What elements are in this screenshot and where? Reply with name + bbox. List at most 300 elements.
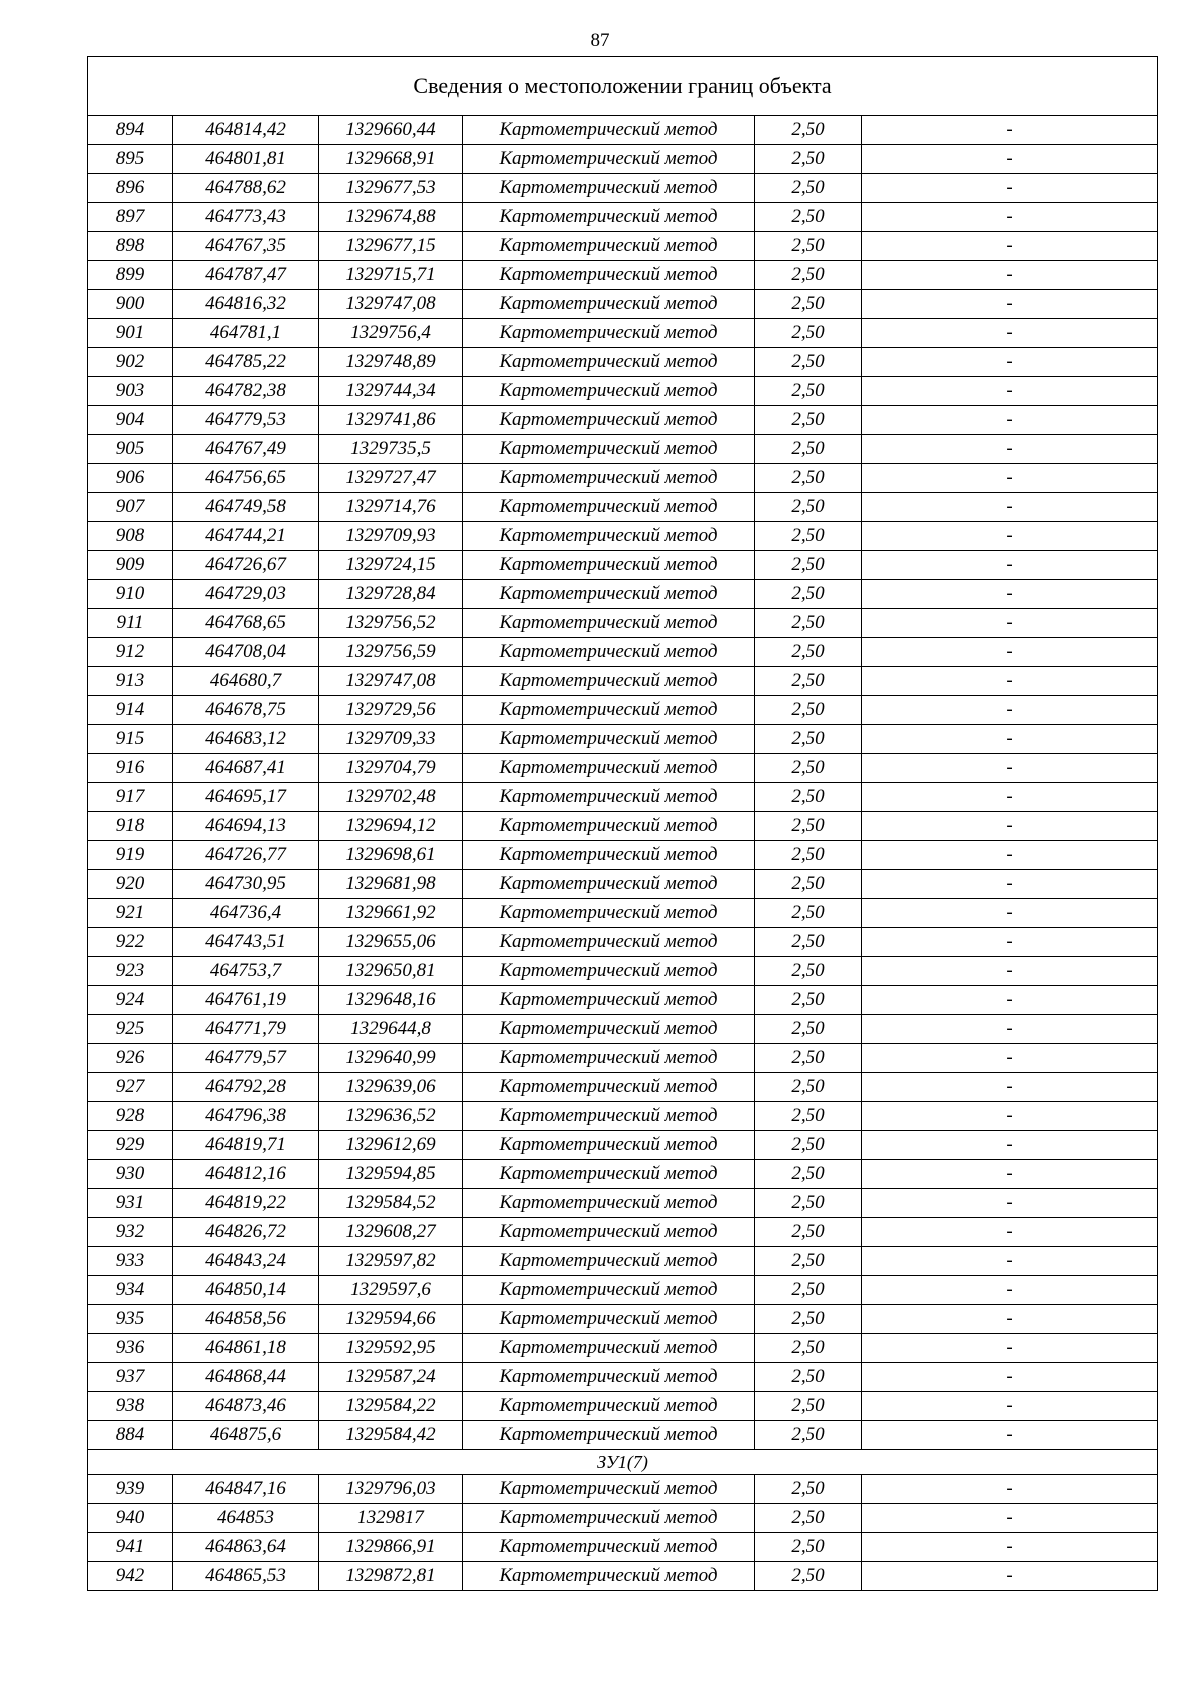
table-row [88,580,1158,609]
accuracy-cell: 2,50 [755,174,862,203]
method-cell: Картометрический метод [463,957,755,986]
description-cell: - [862,145,1158,174]
description-cell: - [862,435,1158,464]
method-cell: Картометрический метод [463,261,755,290]
description-cell: - [862,1189,1158,1218]
accuracy-cell: 2,50 [755,638,862,667]
y-coordinate-cell: 1329702,48 [319,783,463,812]
x-coordinate-cell: 464785,22 [173,348,319,377]
x-coordinate-cell: 464683,12 [173,725,319,754]
method-cell: Картометрический метод [463,725,755,754]
y-coordinate-cell: 1329584,22 [319,1392,463,1421]
y-coordinate-cell: 1329636,52 [319,1102,463,1131]
accuracy-cell: 2,50 [755,1504,862,1533]
method-cell: Картометрический метод [463,464,755,493]
point-number-cell: 917 [88,783,173,812]
description-cell: - [862,551,1158,580]
table-row [88,1189,1158,1218]
table-row [88,261,1158,290]
x-coordinate-cell: 464743,51 [173,928,319,957]
accuracy-cell: 2,50 [755,377,862,406]
y-coordinate-cell: 1329677,15 [319,232,463,261]
table-row [88,899,1158,928]
point-number-cell: 904 [88,406,173,435]
method-cell: Картометрический метод [463,203,755,232]
description-cell: - [862,1562,1158,1591]
x-coordinate-cell: 464787,47 [173,261,319,290]
section-label: ЗУ1(7) [88,1450,1158,1475]
x-coordinate-cell: 464812,16 [173,1160,319,1189]
table-row [88,1276,1158,1305]
table-row [88,1533,1158,1562]
x-coordinate-cell: 464788,62 [173,174,319,203]
method-cell: Картометрический метод [463,928,755,957]
y-coordinate-cell: 1329681,98 [319,870,463,899]
point-number-cell: 905 [88,435,173,464]
description-cell: - [862,1102,1158,1131]
method-cell: Картометрический метод [463,1533,755,1562]
y-coordinate-cell: 1329597,6 [319,1276,463,1305]
point-number-cell: 914 [88,696,173,725]
table-row [88,1475,1158,1504]
description-cell: - [862,203,1158,232]
y-coordinate-cell: 1329594,66 [319,1305,463,1334]
table-row [88,1421,1158,1450]
accuracy-cell: 2,50 [755,957,862,986]
point-number-cell: 902 [88,348,173,377]
point-number-cell: 903 [88,377,173,406]
description-cell: - [862,1247,1158,1276]
x-coordinate-cell: 464761,19 [173,986,319,1015]
description-cell: - [862,377,1158,406]
table-row [88,957,1158,986]
accuracy-cell: 2,50 [755,1073,862,1102]
boundary-coordinates-table [87,56,1158,1591]
y-coordinate-cell: 1329744,34 [319,377,463,406]
x-coordinate-cell: 464749,58 [173,493,319,522]
x-coordinate-cell: 464814,42 [173,116,319,145]
x-coordinate-cell: 464730,95 [173,870,319,899]
method-cell: Картометрический метод [463,1218,755,1247]
accuracy-cell: 2,50 [755,319,862,348]
table-row [88,203,1158,232]
table-row [88,435,1158,464]
point-number-cell: 928 [88,1102,173,1131]
point-number-cell: 932 [88,1218,173,1247]
accuracy-cell: 2,50 [755,145,862,174]
y-coordinate-cell: 1329648,16 [319,986,463,1015]
table-row [88,928,1158,957]
y-coordinate-cell: 1329866,91 [319,1533,463,1562]
point-number-cell: 940 [88,1504,173,1533]
x-coordinate-cell: 464756,65 [173,464,319,493]
point-number-cell: 907 [88,493,173,522]
y-coordinate-cell: 1329796,03 [319,1475,463,1504]
y-coordinate-cell: 1329640,99 [319,1044,463,1073]
x-coordinate-cell: 464694,13 [173,812,319,841]
description-cell: - [862,1276,1158,1305]
x-coordinate-cell: 464781,1 [173,319,319,348]
accuracy-cell: 2,50 [755,928,862,957]
y-coordinate-cell: 1329817 [319,1504,463,1533]
point-number-cell: 916 [88,754,173,783]
table-row [88,1218,1158,1247]
y-coordinate-cell: 1329650,81 [319,957,463,986]
point-number-cell: 938 [88,1392,173,1421]
method-cell: Картометрический метод [463,1189,755,1218]
point-number-cell: 926 [88,1044,173,1073]
x-coordinate-cell: 464767,35 [173,232,319,261]
point-number-cell: 895 [88,145,173,174]
method-cell: Картометрический метод [463,1102,755,1131]
table-row [88,870,1158,899]
method-cell: Картометрический метод [463,580,755,609]
accuracy-cell: 2,50 [755,1102,862,1131]
y-coordinate-cell: 1329709,33 [319,725,463,754]
y-coordinate-cell: 1329644,8 [319,1015,463,1044]
y-coordinate-cell: 1329694,12 [319,812,463,841]
y-coordinate-cell: 1329704,79 [319,754,463,783]
description-cell: - [862,870,1158,899]
y-coordinate-cell: 1329714,76 [319,493,463,522]
table-row [88,1131,1158,1160]
accuracy-cell: 2,50 [755,406,862,435]
description-cell: - [862,116,1158,145]
table-row [88,1562,1158,1591]
description-cell: - [862,1363,1158,1392]
accuracy-cell: 2,50 [755,1276,862,1305]
y-coordinate-cell: 1329756,59 [319,638,463,667]
description-cell: - [862,725,1158,754]
description-cell: - [862,522,1158,551]
table-row [88,841,1158,870]
x-coordinate-cell: 464847,16 [173,1475,319,1504]
y-coordinate-cell: 1329747,08 [319,667,463,696]
y-coordinate-cell: 1329747,08 [319,290,463,319]
accuracy-cell: 2,50 [755,1363,862,1392]
description-cell: - [862,580,1158,609]
description-cell: - [862,464,1158,493]
method-cell: Картометрический метод [463,290,755,319]
point-number-cell: 927 [88,1073,173,1102]
table-row [88,783,1158,812]
accuracy-cell: 2,50 [755,725,862,754]
x-coordinate-cell: 464819,71 [173,1131,319,1160]
description-cell: - [862,1334,1158,1363]
accuracy-cell: 2,50 [755,1392,862,1421]
method-cell: Картометрический метод [463,899,755,928]
method-cell: Картометрический метод [463,1247,755,1276]
method-cell: Картометрический метод [463,783,755,812]
description-cell: - [862,696,1158,725]
point-number-cell: 920 [88,870,173,899]
point-number-cell: 933 [88,1247,173,1276]
accuracy-cell: 2,50 [755,870,862,899]
point-number-cell: 939 [88,1475,173,1504]
point-number-cell: 919 [88,841,173,870]
method-cell: Картометрический метод [463,1475,755,1504]
method-cell: Картометрический метод [463,174,755,203]
table-row [88,986,1158,1015]
method-cell: Картометрический метод [463,986,755,1015]
y-coordinate-cell: 1329674,88 [319,203,463,232]
point-number-cell: 901 [88,319,173,348]
description-cell: - [862,609,1158,638]
x-coordinate-cell: 464792,28 [173,1073,319,1102]
table-row [88,116,1158,145]
x-coordinate-cell: 464850,14 [173,1276,319,1305]
table-row [88,145,1158,174]
y-coordinate-cell: 1329741,86 [319,406,463,435]
point-number-cell: 937 [88,1363,173,1392]
x-coordinate-cell: 464873,46 [173,1392,319,1421]
table-row [88,812,1158,841]
point-number-cell: 894 [88,116,173,145]
accuracy-cell: 2,50 [755,1533,862,1562]
x-coordinate-cell: 464865,53 [173,1562,319,1591]
description-cell: - [862,1392,1158,1421]
table-row [88,1392,1158,1421]
y-coordinate-cell: 1329608,27 [319,1218,463,1247]
point-number-cell: 921 [88,899,173,928]
method-cell: Картометрический метод [463,348,755,377]
point-number-cell: 935 [88,1305,173,1334]
description-cell: - [862,348,1158,377]
point-number-cell: 899 [88,261,173,290]
section-row [88,1450,1158,1475]
y-coordinate-cell: 1329756,52 [319,609,463,638]
table-row [88,1305,1158,1334]
method-cell: Картометрический метод [463,1334,755,1363]
accuracy-cell: 2,50 [755,232,862,261]
accuracy-cell: 2,50 [755,290,862,319]
accuracy-cell: 2,50 [755,812,862,841]
method-cell: Картометрический метод [463,1421,755,1450]
table-row [88,1044,1158,1073]
y-coordinate-cell: 1329612,69 [319,1131,463,1160]
point-number-cell: 930 [88,1160,173,1189]
method-cell: Картометрический метод [463,145,755,174]
accuracy-cell: 2,50 [755,1131,862,1160]
description-cell: - [862,812,1158,841]
table-row [88,667,1158,696]
accuracy-cell: 2,50 [755,1475,862,1504]
table-title: Сведения о местоположении границ объекта [88,57,1158,116]
x-coordinate-cell: 464729,03 [173,580,319,609]
x-coordinate-cell: 464861,18 [173,1334,319,1363]
description-cell: - [862,1218,1158,1247]
method-cell: Картометрический метод [463,1276,755,1305]
x-coordinate-cell: 464726,67 [173,551,319,580]
table-row [88,696,1158,725]
y-coordinate-cell: 1329872,81 [319,1562,463,1591]
table-row [88,1102,1158,1131]
method-cell: Картометрический метод [463,870,755,899]
table-row [88,348,1158,377]
description-cell: - [862,1421,1158,1450]
table-row [88,290,1158,319]
description-cell: - [862,261,1158,290]
table-row [88,1015,1158,1044]
accuracy-cell: 2,50 [755,609,862,638]
method-cell: Картометрический метод [463,1504,755,1533]
y-coordinate-cell: 1329584,42 [319,1421,463,1450]
description-cell: - [862,1044,1158,1073]
method-cell: Картометрический метод [463,1131,755,1160]
description-cell: - [862,986,1158,1015]
method-cell: Картометрический метод [463,1044,755,1073]
table-row [88,725,1158,754]
x-coordinate-cell: 464816,32 [173,290,319,319]
method-cell: Картометрический метод [463,1392,755,1421]
method-cell: Картометрический метод [463,232,755,261]
method-cell: Картометрический метод [463,812,755,841]
method-cell: Картометрический метод [463,551,755,580]
method-cell: Картометрический метод [463,1073,755,1102]
x-coordinate-cell: 464826,72 [173,1218,319,1247]
point-number-cell: 924 [88,986,173,1015]
accuracy-cell: 2,50 [755,116,862,145]
description-cell: - [862,841,1158,870]
point-number-cell: 909 [88,551,173,580]
description-cell: - [862,1073,1158,1102]
point-number-cell: 942 [88,1562,173,1591]
x-coordinate-cell: 464695,17 [173,783,319,812]
point-number-cell: 915 [88,725,173,754]
x-coordinate-cell: 464744,21 [173,522,319,551]
x-coordinate-cell: 464863,64 [173,1533,319,1562]
method-cell: Картометрический метод [463,638,755,667]
x-coordinate-cell: 464753,7 [173,957,319,986]
description-cell: - [862,667,1158,696]
accuracy-cell: 2,50 [755,1247,862,1276]
y-coordinate-cell: 1329597,82 [319,1247,463,1276]
accuracy-cell: 2,50 [755,493,862,522]
accuracy-cell: 2,50 [755,696,862,725]
method-cell: Картометрический метод [463,319,755,348]
description-cell: - [862,1504,1158,1533]
description-cell: - [862,493,1158,522]
x-coordinate-cell: 464767,49 [173,435,319,464]
accuracy-cell: 2,50 [755,464,862,493]
point-number-cell: 925 [88,1015,173,1044]
x-coordinate-cell: 464736,4 [173,899,319,928]
x-coordinate-cell: 464853 [173,1504,319,1533]
x-coordinate-cell: 464687,41 [173,754,319,783]
accuracy-cell: 2,50 [755,1334,862,1363]
point-number-cell: 910 [88,580,173,609]
description-cell: - [862,290,1158,319]
method-cell: Картометрический метод [463,116,755,145]
point-number-cell: 929 [88,1131,173,1160]
point-number-cell: 941 [88,1533,173,1562]
accuracy-cell: 2,50 [755,1421,862,1450]
point-number-cell: 931 [88,1189,173,1218]
accuracy-cell: 2,50 [755,986,862,1015]
description-cell: - [862,928,1158,957]
point-number-cell: 923 [88,957,173,986]
table-row [88,609,1158,638]
table-row [88,754,1158,783]
accuracy-cell: 2,50 [755,1044,862,1073]
table-row [88,1334,1158,1363]
method-cell: Картометрический метод [463,1363,755,1392]
table-row [88,319,1158,348]
table-row [88,1363,1158,1392]
y-coordinate-cell: 1329677,53 [319,174,463,203]
table-row [88,522,1158,551]
description-cell: - [862,1015,1158,1044]
point-number-cell: 936 [88,1334,173,1363]
accuracy-cell: 2,50 [755,1189,862,1218]
method-cell: Картометрический метод [463,667,755,696]
table-row [88,377,1158,406]
accuracy-cell: 2,50 [755,203,862,232]
method-cell: Картометрический метод [463,1160,755,1189]
method-cell: Картометрический метод [463,754,755,783]
description-cell: - [862,1533,1158,1562]
x-coordinate-cell: 464773,43 [173,203,319,232]
method-cell: Картометрический метод [463,1015,755,1044]
y-coordinate-cell: 1329724,15 [319,551,463,580]
y-coordinate-cell: 1329660,44 [319,116,463,145]
method-cell: Картометрический метод [463,406,755,435]
x-coordinate-cell: 464768,65 [173,609,319,638]
point-number-cell: 908 [88,522,173,551]
x-coordinate-cell: 464843,24 [173,1247,319,1276]
y-coordinate-cell: 1329729,56 [319,696,463,725]
x-coordinate-cell: 464868,44 [173,1363,319,1392]
y-coordinate-cell: 1329668,91 [319,145,463,174]
y-coordinate-cell: 1329594,85 [319,1160,463,1189]
accuracy-cell: 2,50 [755,841,862,870]
table-row [88,1160,1158,1189]
page-number: 87 [590,30,610,51]
table-row [88,551,1158,580]
table-row [88,1247,1158,1276]
method-cell: Картометрический метод [463,435,755,464]
x-coordinate-cell: 464779,57 [173,1044,319,1073]
y-coordinate-cell: 1329639,06 [319,1073,463,1102]
point-number-cell: 900 [88,290,173,319]
x-coordinate-cell: 464771,79 [173,1015,319,1044]
method-cell: Картометрический метод [463,696,755,725]
point-number-cell: 918 [88,812,173,841]
description-cell: - [862,783,1158,812]
description-cell: - [862,1305,1158,1334]
accuracy-cell: 2,50 [755,783,862,812]
x-coordinate-cell: 464801,81 [173,145,319,174]
accuracy-cell: 2,50 [755,1218,862,1247]
accuracy-cell: 2,50 [755,435,862,464]
description-cell: - [862,957,1158,986]
point-number-cell: 906 [88,464,173,493]
accuracy-cell: 2,50 [755,1160,862,1189]
accuracy-cell: 2,50 [755,522,862,551]
x-coordinate-cell: 464858,56 [173,1305,319,1334]
table-row [88,232,1158,261]
method-cell: Картометрический метод [463,841,755,870]
table-row [88,638,1158,667]
point-number-cell: 912 [88,638,173,667]
y-coordinate-cell: 1329748,89 [319,348,463,377]
method-cell: Картометрический метод [463,377,755,406]
accuracy-cell: 2,50 [755,580,862,609]
point-number-cell: 922 [88,928,173,957]
y-coordinate-cell: 1329584,52 [319,1189,463,1218]
y-coordinate-cell: 1329735,5 [319,435,463,464]
method-cell: Картометрический метод [463,1562,755,1591]
